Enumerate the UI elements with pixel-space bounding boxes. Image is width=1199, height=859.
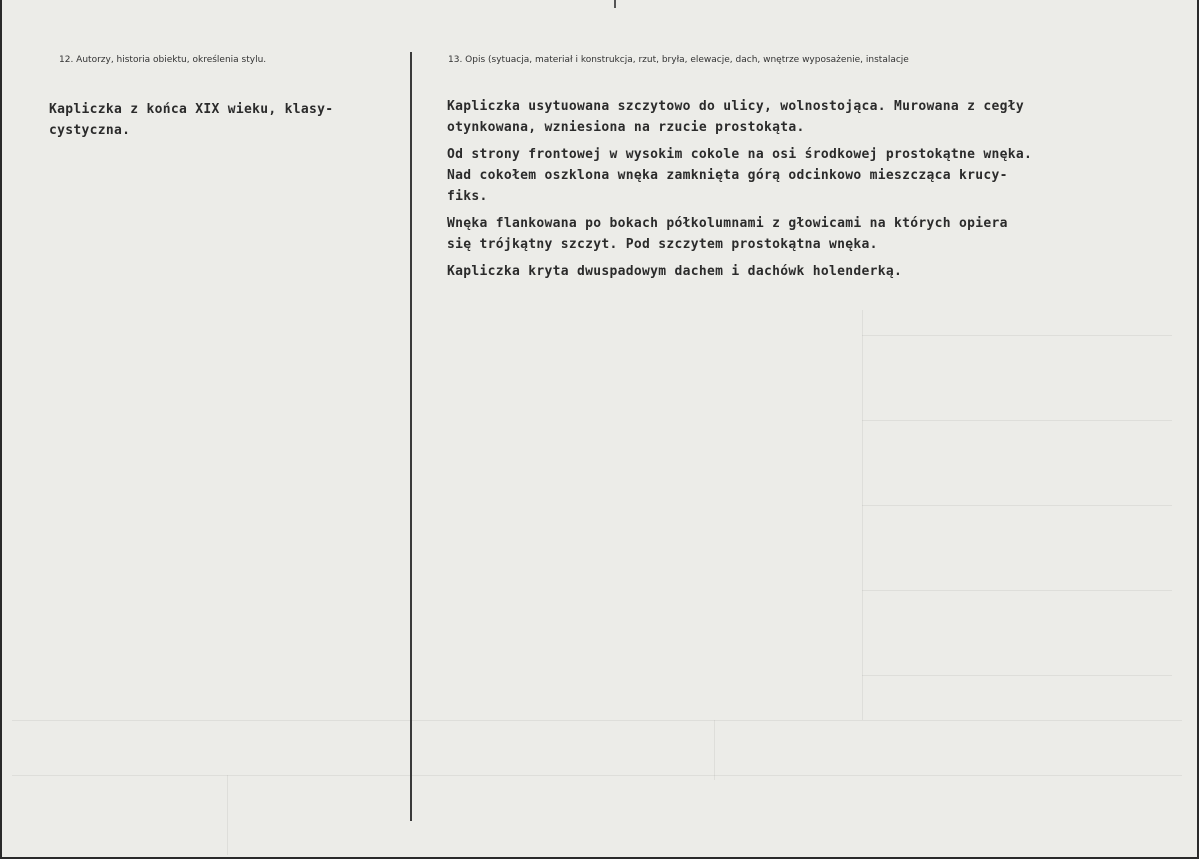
section-13-paragraph-2: Od strony frontowej w wysokim cokole na osi środkowej prostokątne wnęka. Nad cokołem oszklona wnęka zamknięta górą odcinkowo mieszcząca krucy- fiks.	[447, 147, 1033, 204]
show-through-line	[862, 335, 1172, 336]
section-12-header: 12. Autorzy, historia obiektu, określenia stylu.	[59, 55, 267, 65]
section-12-paragraph: Kapliczka z końca XIX wieku, klasy- cystyczna.	[49, 102, 334, 138]
show-through-line	[862, 590, 1172, 591]
section-13-header: 13. Opis (sytuacja, materiał i konstrukcja, rzut, bryła, elewacje, dach, wnętrze wyposażenie, instalacje	[448, 55, 909, 65]
section-12-content	[49, 99, 399, 147]
section-13-paragraph-4: Kapliczka kryta dwuspadowym dachem i dachówk holenderką.	[447, 264, 903, 279]
show-through-line	[862, 505, 1172, 506]
show-through-line	[862, 675, 1172, 676]
show-through-line	[714, 720, 715, 780]
show-through-line	[12, 720, 1182, 721]
section-13-paragraph-3: Wnęka flankowana po bokach półkolumnami z głowicami na których opiera się trójkątny szczyt. Pod szczytem prostokątna wnęka.	[447, 216, 1008, 252]
show-through-line	[862, 310, 863, 720]
show-through-line	[12, 775, 1182, 776]
section-13-content	[447, 96, 1177, 288]
show-through-line	[227, 775, 228, 855]
show-through-line	[862, 420, 1172, 421]
column-divider	[410, 52, 412, 821]
top-tick-mark	[614, 0, 616, 8]
section-13-paragraph-1: Kapliczka usytuowana szczytowo do ulicy, wolnostojąca. Murowana z cegły otynkowana, wzniesiona na rzucie prostokąta.	[447, 99, 1024, 135]
